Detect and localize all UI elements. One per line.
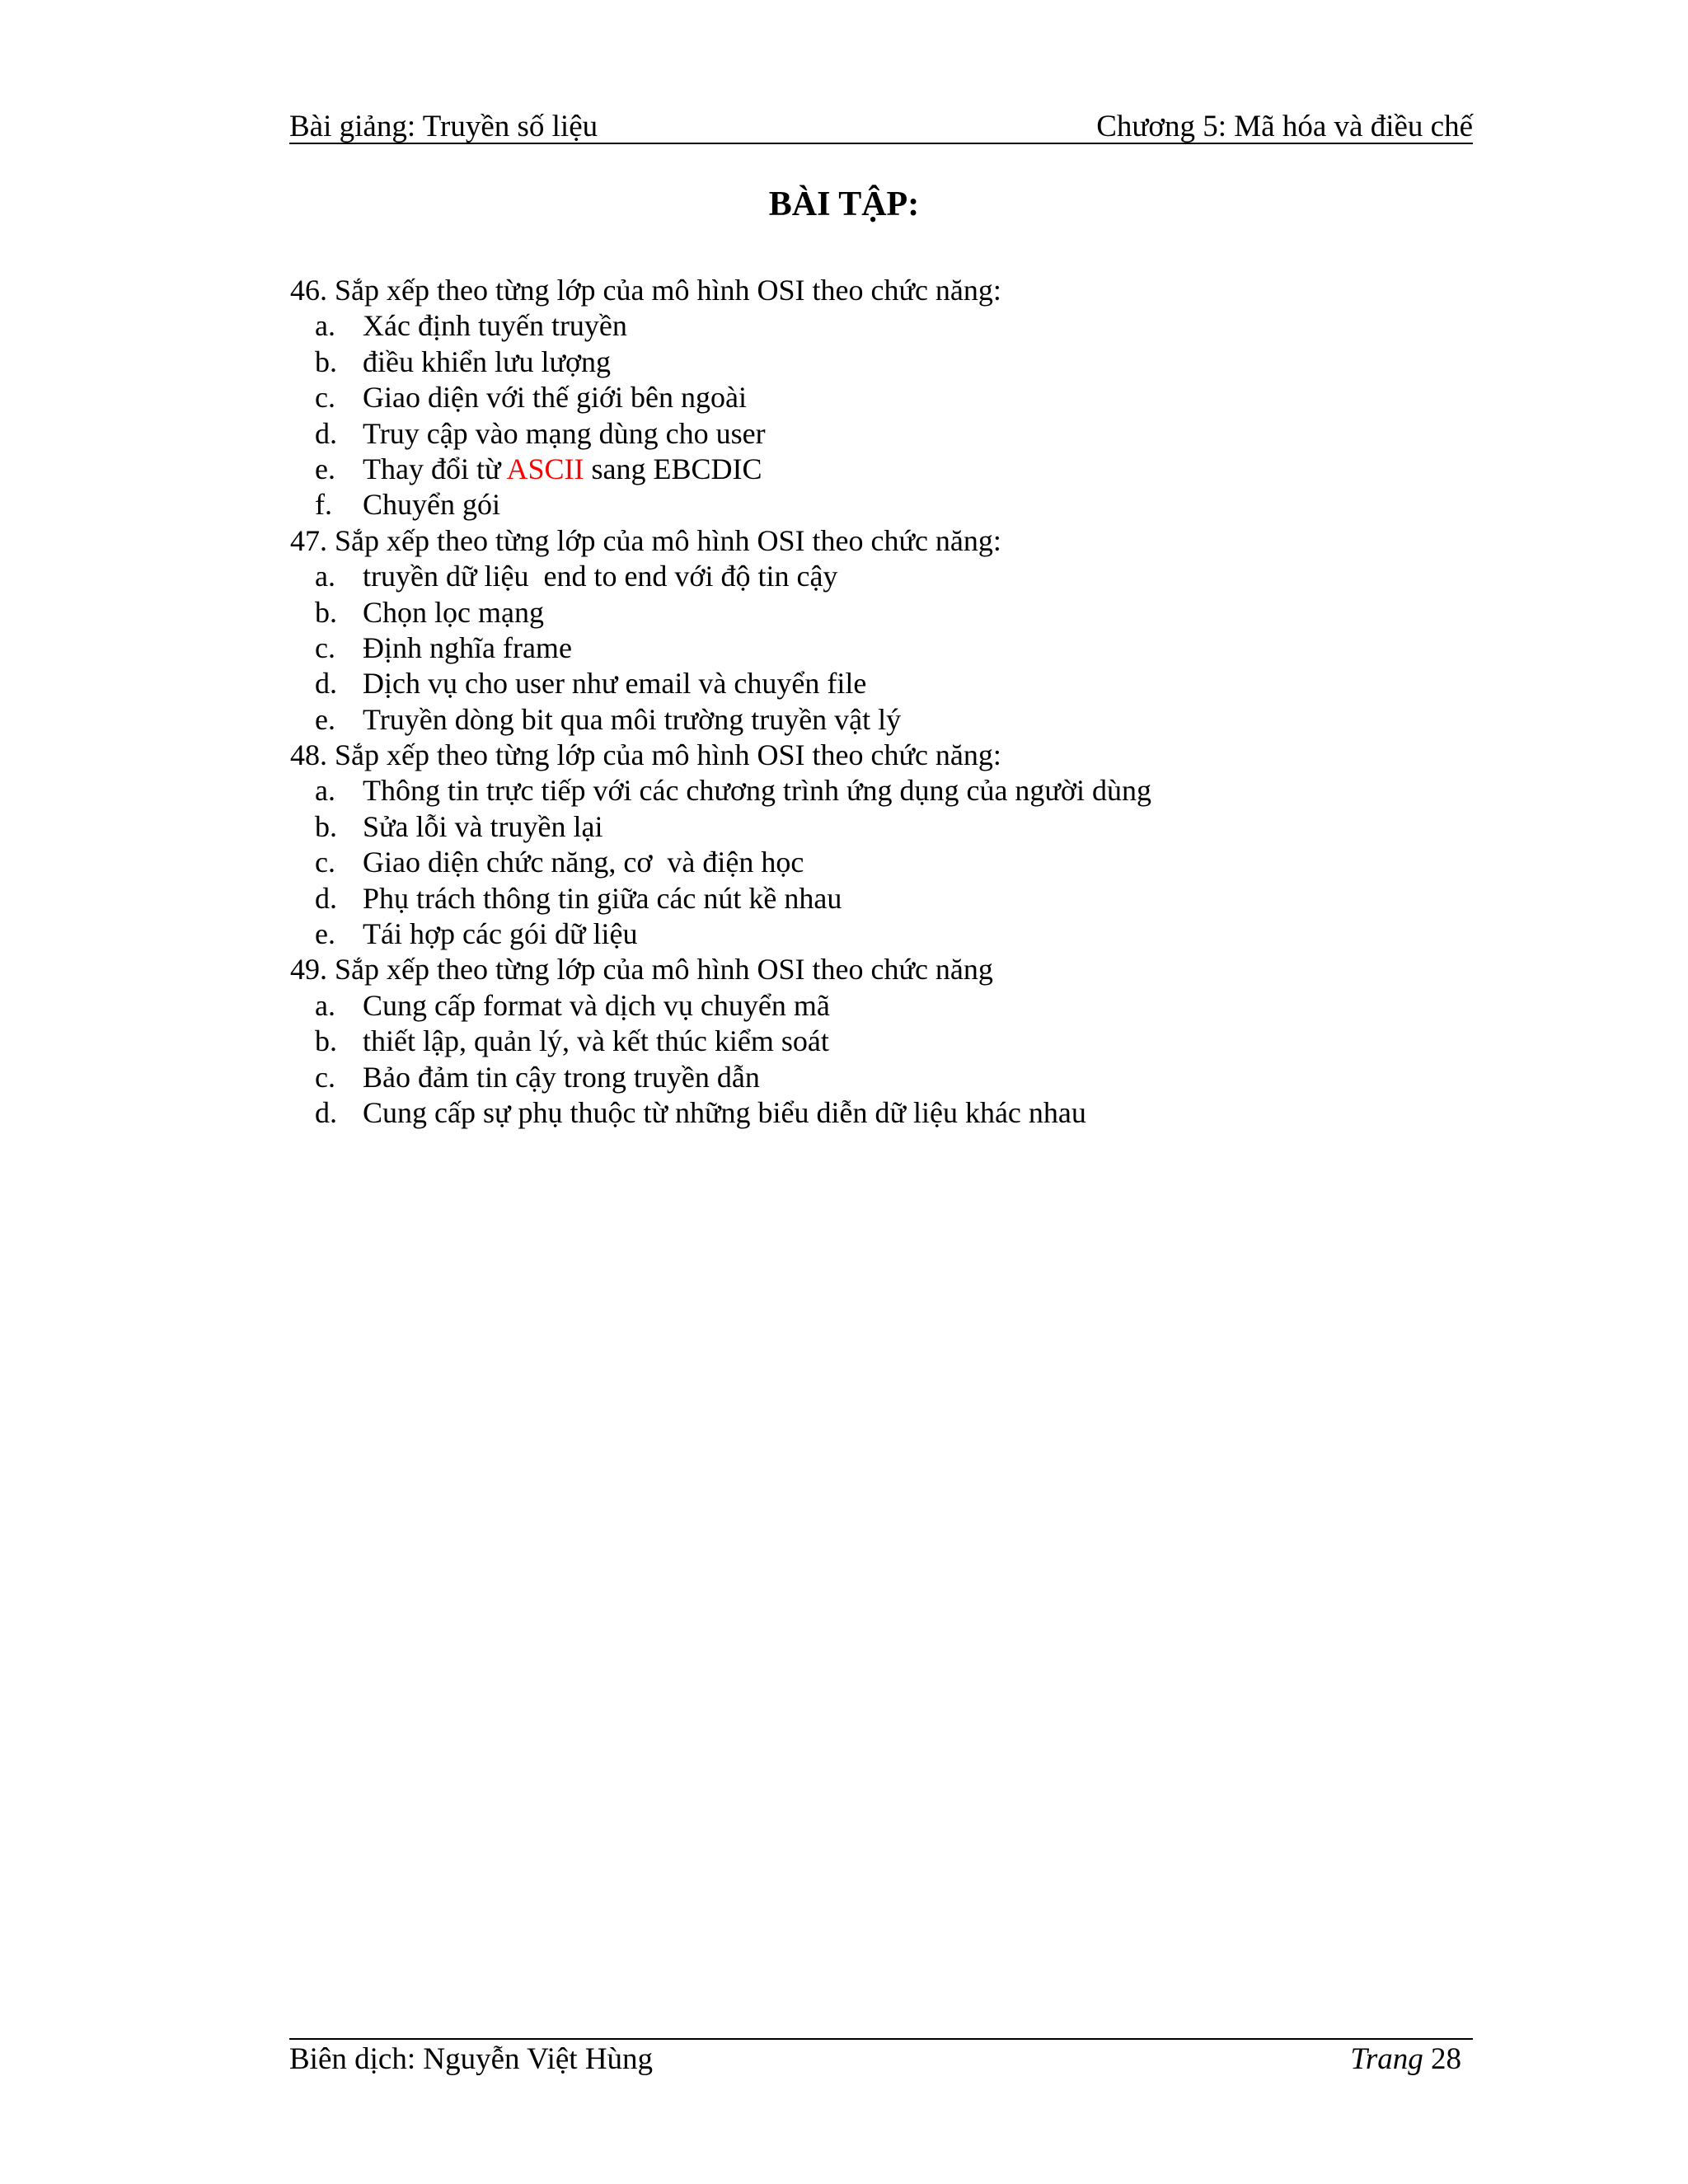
- page-footer: [289, 2040, 1461, 2079]
- header-chapter-title: Chương 5: Mã hóa và điều chế: [1096, 110, 1473, 143]
- option-letter: b.: [315, 1024, 337, 1058]
- question-47-option-c: [290, 630, 1461, 666]
- option-letter: c.: [315, 846, 335, 879]
- highlighted-term-ascii: ASCII: [506, 452, 584, 485]
- option-letter: c.: [315, 1060, 335, 1094]
- option-text: Giao diện với thế giới bên ngoài: [363, 381, 747, 415]
- page-title: BÀI TẬP:: [768, 185, 920, 223]
- question-47-option-d: [290, 666, 1461, 701]
- question-48: 48. Sắp xếp theo từng lớp của mô hình OSI theo chức năng:: [290, 738, 1001, 772]
- option-letter: c.: [315, 630, 335, 664]
- option-text-before: Thay đổi từ: [363, 452, 507, 485]
- question-46-option-b: [290, 344, 1461, 380]
- header-course-title: Bài giảng: Truyền số liệu: [289, 110, 598, 143]
- question-47-option-b: [290, 595, 1461, 630]
- question-48-option-c: [290, 845, 1461, 880]
- question-48-option-a: [290, 773, 1461, 808]
- option-letter: c.: [315, 381, 335, 415]
- option-text: Cung cấp sự phụ thuộc từ những biểu diễn dữ liệu khác nhau: [363, 1095, 1086, 1129]
- question-46-option-e: [290, 452, 1461, 487]
- option-text: Dịch vụ cho user như email và chuyển file: [363, 667, 867, 701]
- question-47-option-a: [290, 559, 1461, 594]
- question-46: 46. Sắp xếp theo từng lớp của mô hình OSI theo chức năng:: [290, 274, 1001, 307]
- question-48-option-b: [290, 809, 1461, 845]
- question-47: 47. Sắp xếp theo từng lớp của mô hình OSI theo chức năng:: [290, 523, 1001, 557]
- option-text: Sửa lỗi và truyền lại: [363, 809, 603, 843]
- option-letter: d.: [315, 667, 337, 701]
- option-letter: f.: [315, 488, 332, 522]
- option-letter: b.: [315, 344, 337, 378]
- question-46-option-f: [290, 487, 1461, 523]
- question-46-option-a: [290, 308, 1461, 344]
- option-text: thiết lập, quản lý, và kết thúc kiểm soát: [363, 1024, 829, 1058]
- exercise-list: [290, 273, 1461, 1131]
- page-label: Trang: [1350, 2042, 1423, 2076]
- option-letter: a.: [315, 988, 335, 1022]
- option-letter: d.: [315, 416, 337, 450]
- option-text-after: sang EBCDIC: [584, 452, 762, 485]
- option-text: Cung cấp format và dịch vụ chuyển mã: [363, 988, 830, 1022]
- question-46-option-d: [290, 416, 1461, 452]
- option-letter: e.: [315, 917, 335, 951]
- question-47-option-e: [290, 702, 1461, 738]
- page-number-block: [1350, 2040, 1461, 2079]
- option-text: Bảo đảm tin cậy trong truyền dẫn: [363, 1060, 760, 1094]
- question-49-option-b: [290, 1024, 1461, 1059]
- option-text: Định nghĩa frame: [363, 630, 572, 664]
- page-header: [289, 102, 1473, 145]
- option-letter: d.: [315, 881, 337, 915]
- option-letter: a.: [315, 774, 335, 808]
- page-number: 28: [1431, 2042, 1461, 2076]
- question-49-option-a: [290, 988, 1461, 1024]
- option-text: Thông tin trực tiếp với các chương trình ứng dụng của người dùng: [363, 774, 1151, 808]
- option-letter: a.: [315, 309, 335, 343]
- question-49: 49. Sắp xếp theo từng lớp của mô hình OSI theo chức năng: [290, 953, 993, 987]
- header-divider: [289, 143, 1473, 144]
- footer-translator: Biên dịch: Nguyễn Việt Hùng: [289, 2042, 654, 2076]
- option-text: Xác định tuyến truyền: [363, 309, 627, 343]
- option-text: Phụ trách thông tin giữa các nút kề nhau: [363, 881, 842, 915]
- option-text: [363, 452, 762, 487]
- question-46-option-c: [290, 380, 1461, 415]
- option-text: điều khiển lưu lượng: [363, 344, 612, 378]
- question-49-option-c: [290, 1060, 1461, 1095]
- option-text: Giao diện chức năng, cơ và điện học: [363, 846, 804, 879]
- question-48-option-d: [290, 881, 1461, 916]
- option-text: Truyền dòng bit qua môi trường truyền vật lý: [363, 702, 902, 736]
- option-text: truyền dữ liệu end to end với độ tin cậy: [363, 560, 838, 593]
- question-48-option-e: [290, 916, 1461, 952]
- option-text: Tái hợp các gói dữ liệu: [363, 917, 638, 951]
- option-text: Truy cập vào mạng dùng cho user: [363, 416, 766, 450]
- option-letter: a.: [315, 560, 335, 593]
- option-letter: b.: [315, 809, 337, 843]
- option-letter: d.: [315, 1095, 337, 1129]
- option-text: Chuyển gói: [363, 488, 500, 522]
- option-letter: b.: [315, 595, 337, 629]
- option-letter: e.: [315, 702, 335, 736]
- option-text: Chọn lọc mạng: [363, 595, 544, 629]
- option-letter: e.: [315, 452, 335, 485]
- question-49-option-d: [290, 1095, 1461, 1131]
